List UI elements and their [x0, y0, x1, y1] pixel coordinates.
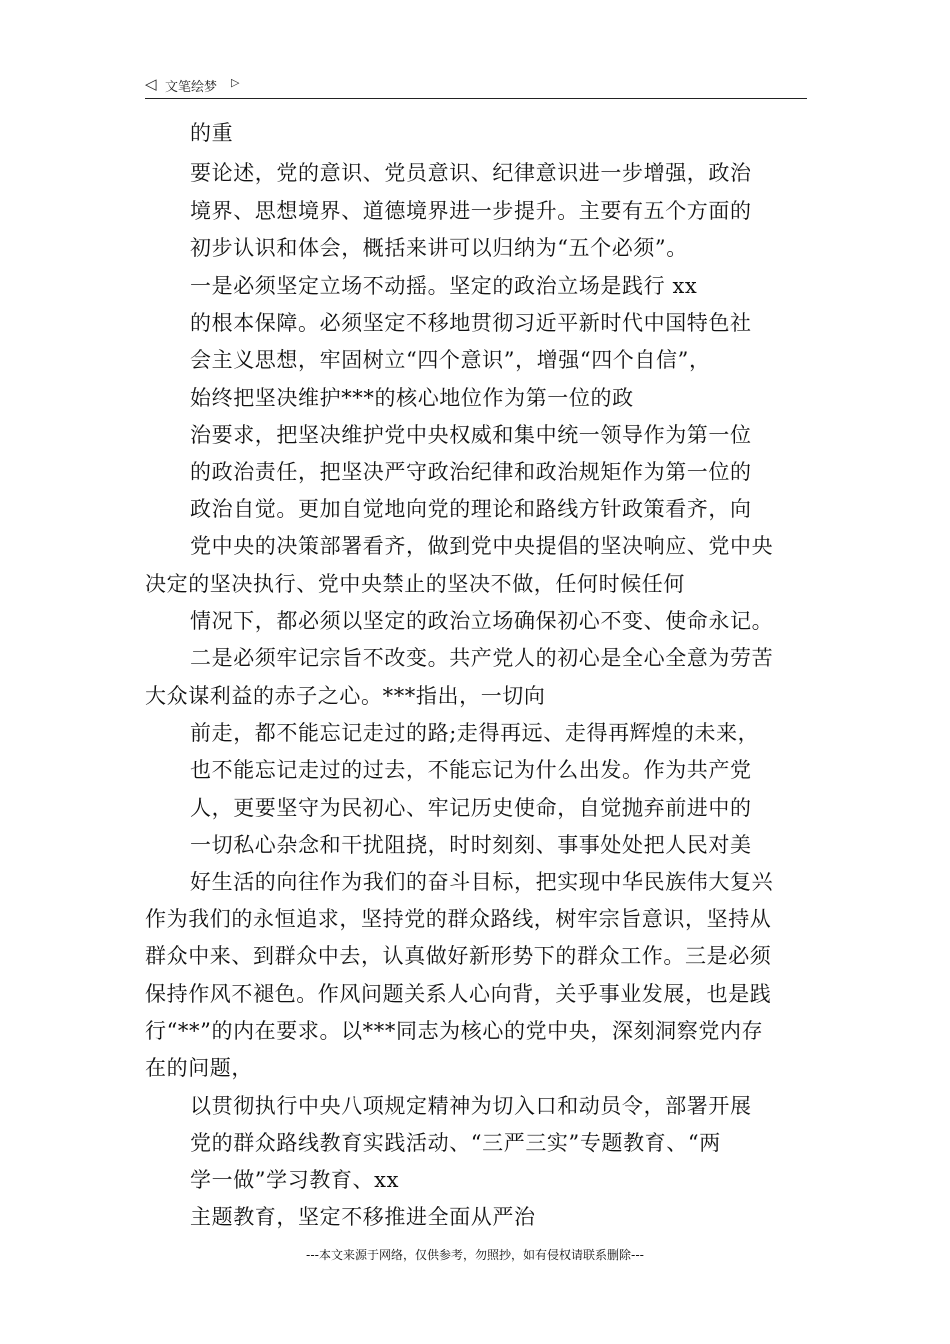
text-line: 党中央的决策部署看齐，做到党中央提倡的坚决响应、党中央	[190, 534, 774, 558]
text-line: 行“**”的内在要求。以***同志为核心的党中央，深刻洞察党内存	[145, 1019, 764, 1043]
text-line: 在的问题，	[145, 1056, 253, 1080]
text-line: 党的群众路线教育实践活动、“三严三实”专题教育、“两	[190, 1131, 721, 1155]
text-line: 的根本保障。必须坚定不移地贯彻习近平新时代中国特色社	[190, 311, 752, 335]
left-triangle-icon: ◁	[145, 75, 157, 93]
text-line: 一切私心杂念和干扰阻挠，时时刻刻、事事处处把人民对美	[190, 833, 752, 857]
text-line: 的政治责任，把坚决严守政治纪律和政治规矩作为第一位的	[190, 460, 752, 484]
text-line: 作为我们的永恒追求，坚持党的群众路线，树牢宗旨意识，坚持从	[145, 907, 772, 931]
header-brand: 文笔绘梦	[165, 80, 218, 95]
text-line: 会主义思想，牢固树立“四个意识”，增强“四个自信”，	[190, 348, 711, 372]
text-line: 主题教育，坚定不移推进全面从严治	[190, 1205, 536, 1229]
text-line: 前走，都不能忘记走过的路;走得再远、走得再辉煌的未来，	[190, 721, 760, 745]
text-line: 大众谋利益的赤子之心。***指出，一切向	[145, 684, 546, 708]
page-header	[145, 72, 807, 99]
text-line: 好生活的向往作为我们的奋斗目标，把实现中华民族伟大复兴	[190, 870, 774, 894]
text-line: 要论述，党的意识、党员意识、纪律意识进一步增强，政治	[190, 161, 752, 185]
text-line: 也不能忘记走过的过去，不能忘记为什么出发。作为共产党	[190, 758, 752, 782]
text-line: 情况下，都必须以坚定的政治立场确保初心不变、使命永记。	[190, 609, 774, 633]
text-line: 群众中来、到群众中去，认真做好新形势下的群众工作。三是必须	[145, 944, 772, 968]
text-line: 境界、思想境界、道德境界进一步提升。主要有五个方面的	[190, 199, 752, 223]
page-footer: ---本文来源于网络，仅供参考，勿照抄，如有侵权请联系删除---	[306, 1248, 644, 1262]
text-line: 决定的坚决执行、党中央禁止的坚决不做，任何时候任何	[145, 572, 685, 596]
text-line: 学一做”学习教育、xx	[190, 1168, 400, 1192]
text-line: 以贯彻执行中央八项规定精神为切入口和动员令，部署开展	[190, 1094, 752, 1118]
right-triangle-icon: ▷	[231, 76, 240, 89]
text-line: 的重	[190, 121, 234, 145]
text-line: 人，更要坚守为民初心、牢记历史使命，自觉抛弃前进中的	[190, 796, 752, 820]
text-line: 始终把坚决维护***的核心地位作为第一位的政	[190, 386, 634, 410]
text-line: 治要求，把坚决维护党中央权威和集中统一领导作为第一位	[190, 423, 752, 447]
text-line: 保持作风不褪色。作风问题关系人心向背，关乎事业发展，也是践	[145, 982, 772, 1006]
text-line: 二是必须牢记宗旨不改变。共产党人的初心是全心全意为劳苦	[190, 646, 774, 670]
text-line: 政治自觉。更加自觉地向党的理论和路线方针政策看齐，向	[190, 497, 752, 521]
text-line: 初步认识和体会，概括来讲可以归纳为“五个必须”。	[190, 236, 688, 260]
text-line: 一是必须坚定立场不动摇。坚定的政治立场是践行 xx	[190, 274, 698, 298]
